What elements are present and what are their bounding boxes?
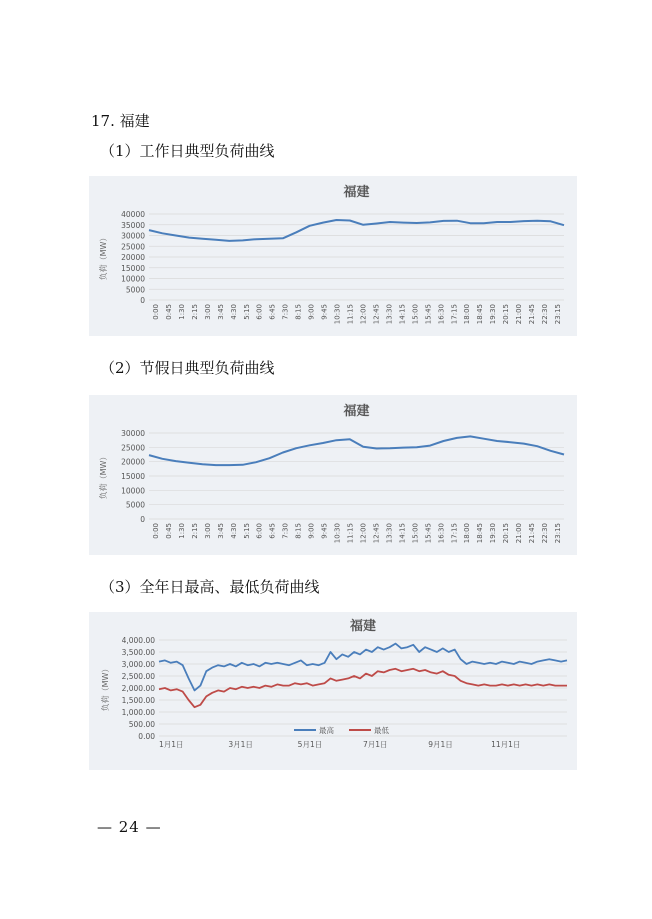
x-tick-label: 15:45 (424, 304, 433, 325)
chart-annual-max-min-load (89, 612, 577, 770)
x-tick-label: 12:00 (359, 523, 368, 544)
x-tick-label: 23:15 (554, 523, 563, 544)
chart-title: 福建 (343, 185, 370, 200)
y-tick-label: 5000 (125, 500, 145, 510)
x-tick-label: 17:15 (450, 304, 459, 325)
y-axis-label: 负荷（MW） (99, 452, 108, 500)
y-tick-label: 35000 (121, 220, 145, 230)
x-tick-label: 3:00 (203, 523, 212, 539)
x-tick-label: 8:15 (294, 304, 303, 320)
x-tick-label: 21:45 (528, 523, 537, 544)
y-tick-label: 20000 (121, 253, 145, 262)
x-tick-label: 9:45 (320, 523, 329, 539)
x-tick-label: 22:30 (541, 304, 550, 325)
y-tick-label: 40000 (121, 210, 145, 219)
y-tick-label: 30000 (121, 231, 145, 241)
series-line-最高 (159, 644, 567, 691)
legend-label: 最高 (319, 726, 334, 735)
x-tick-label: 10:30 (333, 304, 342, 325)
x-tick-label: 9:45 (320, 304, 329, 320)
x-tick-label: 6:45 (268, 523, 277, 539)
x-tick-label: 9:00 (307, 523, 316, 539)
x-tick-label: 0:45 (164, 523, 173, 539)
x-tick-label: 6:45 (268, 304, 277, 320)
y-tick-label: 500.00 (128, 720, 155, 729)
chart-panel-holiday (89, 395, 577, 555)
x-tick-label: 15:45 (424, 523, 433, 544)
x-tick-label: 23:15 (554, 304, 563, 325)
x-tick-label: 17:15 (450, 523, 459, 544)
y-tick-label: 30000 (121, 429, 145, 438)
x-tick-label: 18:00 (463, 523, 472, 544)
x-tick-label: 19:30 (489, 523, 498, 544)
page-number-footer: — 24 — (97, 818, 162, 836)
x-tick-label: 12:45 (372, 523, 381, 544)
x-tick-label: 15:00 (411, 304, 420, 325)
x-tick-label: 5月1日 (297, 740, 323, 749)
y-tick-label: 10000 (121, 486, 145, 496)
x-tick-label: 11月1日 (491, 740, 521, 749)
x-tick-label: 12:45 (372, 304, 381, 325)
y-tick-label: 3,000.00 (121, 660, 155, 669)
y-tick-label: 10000 (121, 274, 145, 284)
y-tick-label: 4,000.00 (121, 636, 155, 645)
x-tick-label: 1:30 (177, 523, 186, 539)
x-tick-label: 6:00 (255, 304, 264, 320)
subsection-title-holiday: （2）节假日典型负荷曲线 (100, 359, 275, 377)
x-tick-label: 11:15 (346, 304, 355, 325)
x-tick-label: 4:30 (229, 523, 238, 539)
y-tick-label: 5000 (125, 285, 145, 295)
x-tick-label: 5:15 (242, 304, 251, 320)
x-tick-label: 4:30 (229, 304, 238, 320)
y-tick-label: 15000 (121, 472, 145, 481)
series-line-0 (149, 220, 564, 241)
x-tick-label: 1:30 (177, 304, 186, 320)
x-tick-label: 10:30 (333, 523, 342, 544)
x-tick-label: 2:15 (190, 523, 199, 539)
y-tick-label: 20000 (121, 457, 145, 467)
y-tick-label: 25000 (121, 443, 145, 453)
chart-panel-annual (89, 612, 577, 770)
chart-workday-load (89, 176, 577, 336)
legend-label: 最低 (374, 726, 389, 735)
x-tick-label: 7月1日 (362, 740, 388, 749)
x-tick-label: 5:15 (242, 523, 251, 539)
y-tick-label: 1,500.00 (121, 696, 155, 705)
y-tick-label: 3,500.00 (121, 648, 155, 657)
x-tick-label: 6:00 (255, 523, 264, 539)
x-tick-label: 0:00 (151, 304, 160, 320)
y-axis-label: 负荷（MW） (99, 233, 108, 281)
y-axis-label: 负荷（MW） (101, 664, 110, 712)
x-tick-label: 21:00 (515, 523, 524, 544)
x-tick-label: 21:00 (515, 304, 524, 325)
x-tick-label: 18:00 (463, 304, 472, 325)
chart-title: 福建 (343, 404, 370, 419)
chart-title: 福建 (349, 619, 377, 634)
y-tick-label: 15000 (121, 263, 145, 273)
section-heading: 17. 福建 (91, 112, 150, 130)
x-tick-label: 14:15 (398, 304, 407, 325)
chart-panel-workday (89, 176, 577, 336)
x-tick-label: 16:30 (437, 304, 446, 325)
x-tick-label: 3月1日 (228, 740, 253, 749)
x-tick-label: 9月1日 (428, 740, 453, 749)
x-tick-label: 19:30 (489, 304, 498, 325)
x-tick-label: 20:15 (502, 304, 511, 325)
x-tick-label: 20:15 (502, 523, 511, 544)
x-tick-label: 3:45 (216, 523, 225, 539)
y-tick-label: 1,000.00 (121, 708, 155, 717)
x-tick-label: 18:45 (476, 304, 485, 325)
x-tick-label: 7:30 (281, 304, 290, 320)
chart-holiday-load (89, 395, 577, 555)
y-tick-label: 0.00 (138, 732, 155, 741)
x-tick-label: 21:45 (528, 304, 537, 325)
x-tick-label: 12:00 (359, 304, 368, 325)
x-tick-label: 11:15 (346, 523, 355, 544)
y-tick-label: 0 (140, 296, 145, 305)
y-tick-label: 0 (140, 515, 145, 524)
x-tick-label: 22:30 (541, 523, 550, 544)
x-tick-label: 3:00 (203, 304, 212, 320)
x-tick-label: 13:30 (385, 304, 394, 325)
x-tick-label: 8:15 (294, 523, 303, 539)
x-tick-label: 7:30 (281, 523, 290, 539)
y-tick-label: 2,500.00 (121, 672, 155, 681)
x-tick-label: 2:15 (190, 304, 199, 320)
x-tick-label: 14:15 (398, 523, 407, 544)
x-tick-label: 13:30 (385, 523, 394, 544)
y-tick-label: 25000 (121, 242, 145, 252)
x-tick-label: 16:30 (437, 523, 446, 544)
x-tick-label: 9:00 (307, 304, 316, 320)
x-tick-label: 0:00 (151, 523, 160, 539)
subsection-title-workday: （1）工作日典型负荷曲线 (100, 142, 275, 160)
x-tick-label: 18:45 (476, 523, 485, 544)
subsection-title-annual: （3）全年日最高、最低负荷曲线 (100, 578, 320, 596)
series-line-0 (149, 436, 564, 465)
x-tick-label: 0:45 (164, 304, 173, 320)
x-tick-label: 15:00 (411, 523, 420, 544)
y-tick-label: 2,000.00 (121, 684, 155, 693)
x-tick-label: 1月1日 (158, 740, 184, 749)
x-tick-label: 3:45 (216, 304, 225, 320)
